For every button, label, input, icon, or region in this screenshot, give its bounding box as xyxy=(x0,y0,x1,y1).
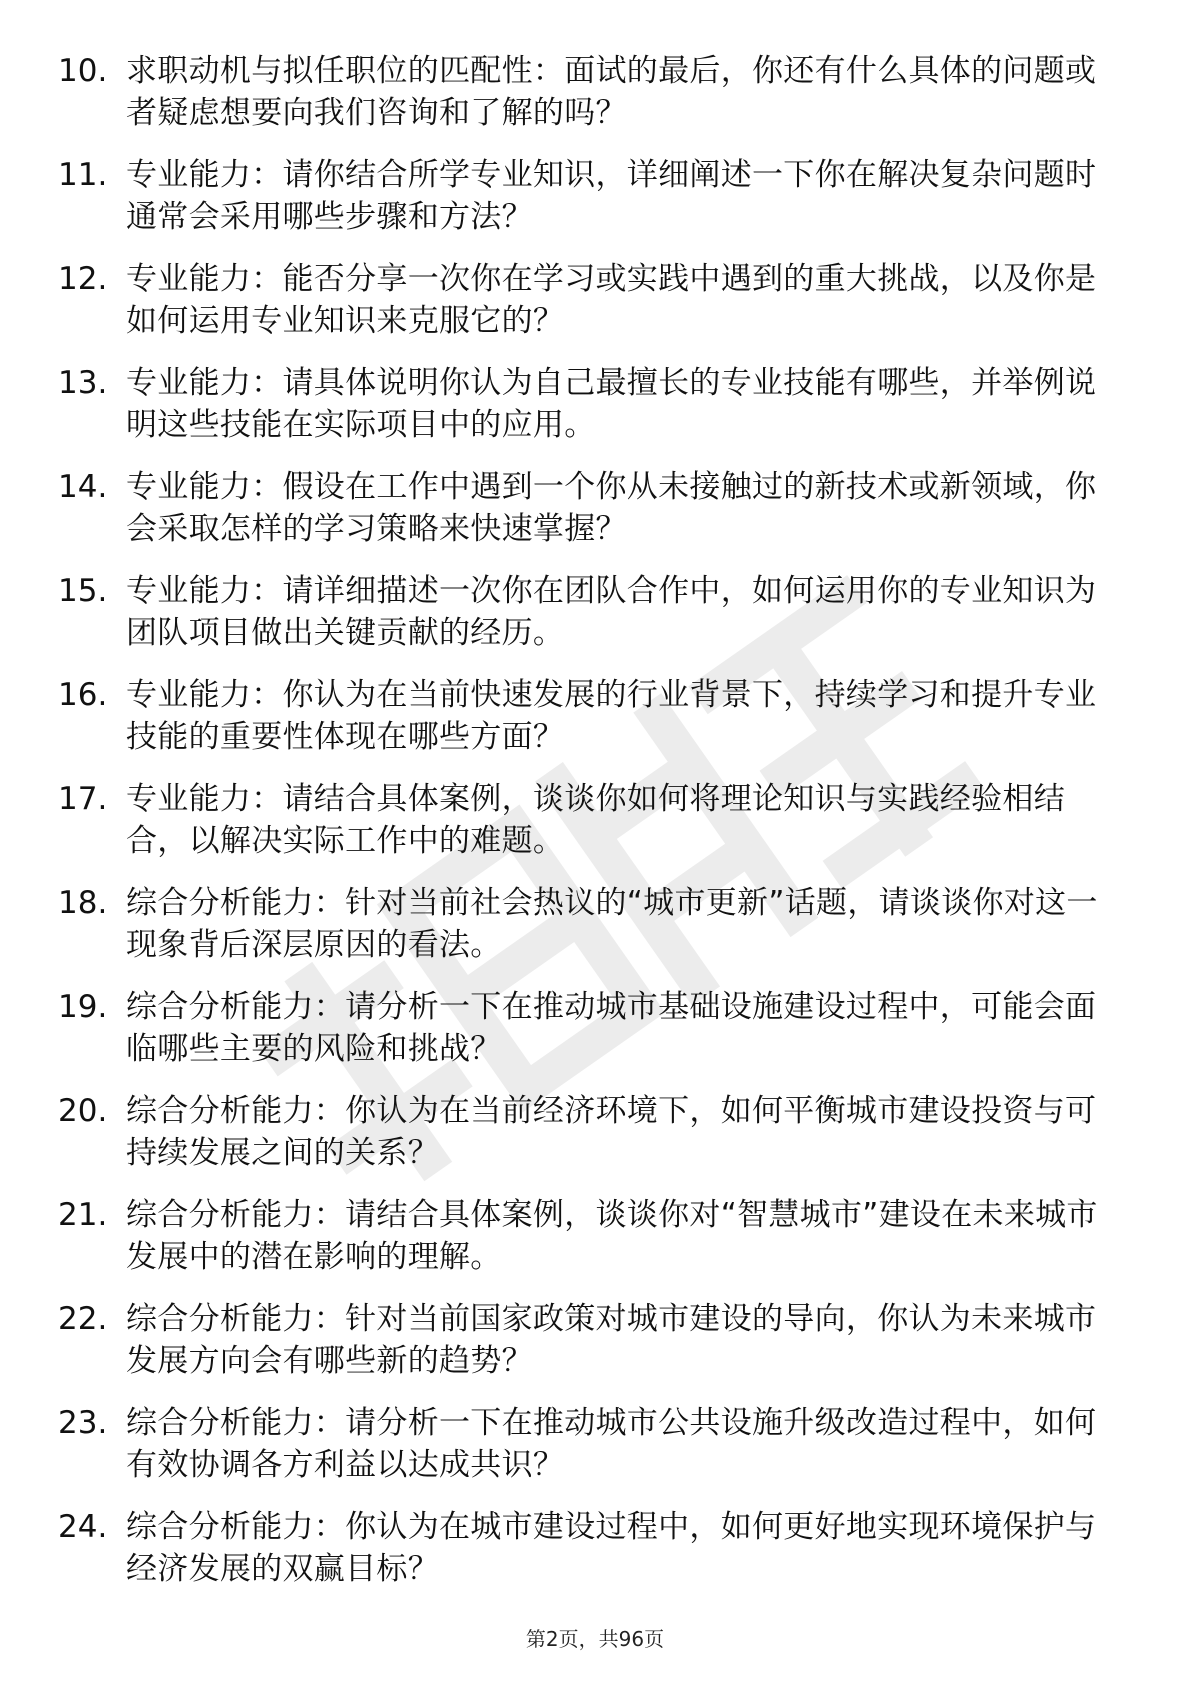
question-text: 专业能力：请详细描述一次你在团队合作中，如何运用你的专业知识为团队项目做出关键贡献的经历。 xyxy=(126,573,1097,651)
question-text: 求职动机与拟任职位的匹配性：面试的最后，你还有什么具体的问题或者疑虑想要向我们咨询和了解的吗？ xyxy=(126,53,1097,131)
question-text: 综合分析能力：请分析一下在推动城市公共设施升级改造过程中，如何有效协调各方利益以达成共识？ xyxy=(126,1405,1097,1483)
question-item xyxy=(0,1506,1190,1610)
question-item xyxy=(0,1194,1190,1298)
question-item xyxy=(0,1090,1190,1194)
question-item xyxy=(0,50,1190,154)
question-text: 专业能力：请结合具体案例，谈谈你如何将理论知识与实践经验相结合，以解决实际工作中的难题。 xyxy=(126,781,1065,859)
question-text: 专业能力：请你结合所学专业知识，详细阐述一下你在解决复杂问题时通常会采用哪些步骤和方法？ xyxy=(126,157,1097,235)
question-item xyxy=(0,882,1190,986)
question-number: 14. xyxy=(58,469,108,505)
question-item xyxy=(0,258,1190,362)
question-number: 17. xyxy=(58,781,108,817)
question-item xyxy=(0,1298,1190,1402)
question-number: 19. xyxy=(58,989,108,1025)
question-number: 13. xyxy=(58,365,108,401)
question-item xyxy=(0,778,1190,882)
question-number: 18. xyxy=(58,885,108,921)
question-number: 23. xyxy=(58,1405,108,1441)
question-item xyxy=(0,466,1190,570)
question-number: 11. xyxy=(58,157,108,193)
question-number: 15. xyxy=(58,573,108,609)
question-item xyxy=(0,362,1190,466)
question-text: 专业能力：你认为在当前快速发展的行业背景下，持续学习和提升专业技能的重要性体现在哪些方面？ xyxy=(126,677,1097,755)
question-text: 专业能力：假设在工作中遇到一个你从未接触过的新技术或新领域，你会采取怎样的学习策略来快速掌握？ xyxy=(126,469,1097,547)
question-item xyxy=(0,1402,1190,1506)
question-number: 21. xyxy=(58,1197,108,1233)
question-text: 专业能力：请具体说明你认为自己最擅长的专业技能有哪些，并举例说明这些技能在实际项目中的应用。 xyxy=(126,365,1097,443)
question-number: 24. xyxy=(58,1509,108,1545)
question-number: 20. xyxy=(58,1093,108,1129)
question-text: 综合分析能力：你认为在当前经济环境下，如何平衡城市建设投资与可持续发展之间的关系？ xyxy=(126,1093,1097,1171)
question-text: 综合分析能力：请结合具体案例，谈谈你对“智慧城市”建设在未来城市发展中的潜在影响的理解。 xyxy=(126,1197,1098,1275)
question-item xyxy=(0,674,1190,778)
question-text: 综合分析能力：针对当前国家政策对城市建设的导向，你认为未来城市发展方向会有哪些新的趋势？ xyxy=(126,1301,1097,1379)
question-list xyxy=(0,50,1190,1610)
question-item xyxy=(0,986,1190,1090)
page-number-footer: 第2页，共96页 xyxy=(525,1627,665,1651)
question-text: 综合分析能力：针对当前社会热议的“城市更新”话题，请谈谈你对这一现象背后深层原因的看法。 xyxy=(126,885,1098,963)
question-number: 16. xyxy=(58,677,108,713)
question-item xyxy=(0,570,1190,674)
question-item xyxy=(0,154,1190,258)
question-text: 综合分析能力：你认为在城市建设过程中，如何更好地实现环境保护与经济发展的双赢目标？ xyxy=(126,1509,1097,1587)
question-number: 10. xyxy=(58,53,108,89)
question-text: 综合分析能力：请分析一下在推动城市基础设施建设过程中，可能会面临哪些主要的风险和挑战？ xyxy=(126,989,1097,1067)
question-number: 12. xyxy=(58,261,108,297)
question-number: 22. xyxy=(58,1301,108,1337)
question-text: 专业能力：能否分享一次你在学习或实践中遇到的重大挑战，以及你是如何运用专业知识来克服它的？ xyxy=(126,261,1097,339)
